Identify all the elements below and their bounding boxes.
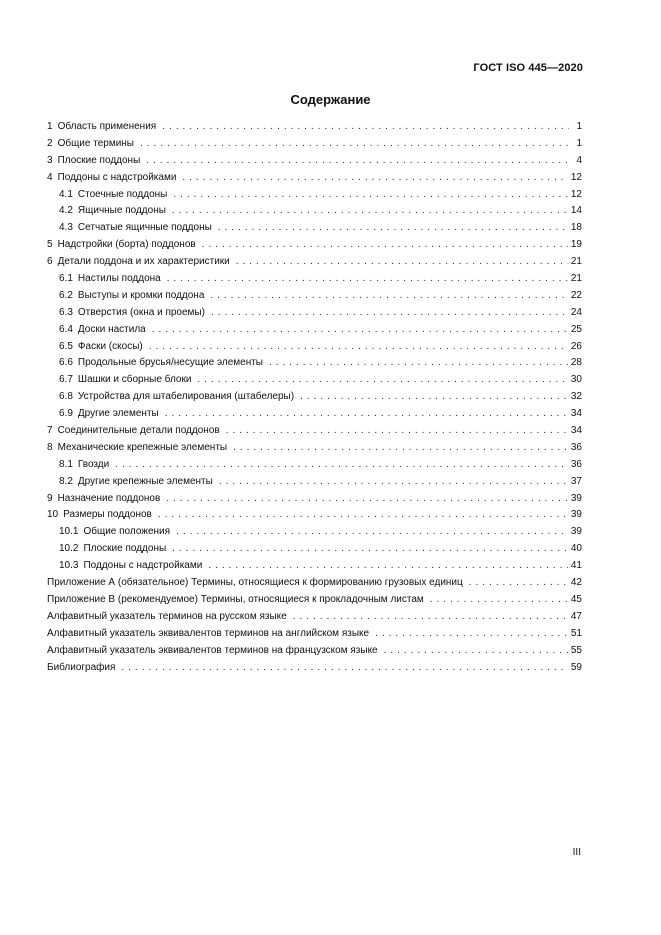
toc-entry-page: 32: [570, 391, 582, 403]
toc-entry[interactable]: [47, 119, 582, 136]
toc-entry-page: 4: [576, 154, 582, 166]
toc-entry[interactable]: [47, 626, 582, 643]
toc-entry[interactable]: [47, 406, 582, 423]
toc-entry-title: Ящичные поддоны: [77, 205, 166, 217]
toc-entry-number: 6.6: [59, 357, 73, 369]
toc-entry-page: 21: [570, 256, 582, 268]
toc-entry-number: 6.4: [59, 323, 73, 335]
toc-entry-page: 55: [570, 644, 582, 656]
toc-entry-number: 6.2: [59, 289, 73, 301]
toc-entry-number: 6.3: [59, 306, 73, 318]
toc-leader-dots: [211, 305, 568, 322]
toc-entry-page: 12: [570, 171, 582, 183]
toc-entry-number: 10.2: [59, 543, 79, 555]
toc-entry[interactable]: [47, 474, 582, 491]
toc-leader-dots: [218, 220, 568, 237]
toc-entry-title: Доски настила: [77, 323, 146, 335]
toc-entry-number: 1: [47, 121, 53, 132]
toc-entry[interactable]: [47, 609, 582, 626]
toc-entry-number: 6.7: [59, 374, 73, 386]
toc-entry-title: Размеры поддонов: [63, 509, 152, 521]
toc-entry-page: 47: [570, 610, 582, 622]
toc-entry[interactable]: [47, 507, 582, 524]
toc-leader-dots: [430, 592, 568, 609]
toc-entry-number: 6.9: [59, 408, 73, 420]
toc-entry[interactable]: [47, 305, 582, 322]
toc-entry[interactable]: [47, 491, 582, 508]
toc-entry[interactable]: [47, 457, 582, 474]
toc-entry-title: Алфавитный указатель терминов на русском языке: [47, 610, 287, 622]
toc-entry[interactable]: [47, 575, 582, 592]
toc-entry-number: 9: [47, 492, 53, 504]
toc-entry[interactable]: [47, 372, 582, 389]
toc-leader-dots: [469, 575, 568, 592]
toc-entry-number: 8.1: [59, 458, 73, 470]
toc-leader-dots: [210, 288, 567, 305]
toc-entry-title: Приложение В (рекомендуемое) Термины, относящиеся к прокладочным листам: [47, 593, 424, 605]
toc-entry-title: Фаски (скосы): [77, 340, 143, 352]
toc-entry[interactable]: [47, 558, 582, 575]
toc-entry-number: 10: [47, 509, 59, 521]
toc-leader-dots: [172, 541, 568, 558]
toc-entry-page: 37: [570, 475, 582, 487]
toc-entry-number: 4.3: [59, 222, 73, 234]
toc-entry[interactable]: [47, 220, 582, 237]
toc-entry-title: Надстройки (борта) поддонов: [57, 239, 196, 251]
toc-entry-number: 4.1: [59, 188, 73, 200]
toc-leader-dots: [197, 372, 567, 389]
toc-entry-page: 26: [570, 340, 582, 352]
toc-entry[interactable]: [47, 389, 582, 406]
toc-entry[interactable]: [47, 355, 582, 372]
toc-entry-page: 12: [570, 188, 582, 200]
toc-entry-page: 42: [570, 577, 582, 589]
toc-leader-dots: [173, 187, 568, 204]
toc-entry-title: Поддоны с надстройками: [83, 560, 203, 572]
toc-entry[interactable]: [47, 524, 582, 541]
toc-entry-page: 40: [570, 543, 582, 555]
toc-entry[interactable]: [47, 288, 582, 305]
toc-entry-number: 6.1: [59, 273, 73, 285]
toc-entry-title: Назначение поддонов: [57, 492, 161, 504]
toc-entry-title: Плоские поддоны: [83, 543, 167, 555]
toc-entry[interactable]: [47, 541, 582, 558]
toc-entry-title: Продольные брусья/несущие элементы: [77, 357, 263, 369]
toc-entry-page: 21: [570, 273, 582, 285]
toc-entry[interactable]: [47, 187, 582, 204]
toc-entry[interactable]: [47, 440, 582, 457]
toc-leader-dots: [167, 271, 568, 288]
toc-entry-number: 3: [47, 154, 53, 166]
toc-entry-number: 6: [47, 256, 53, 268]
toc-entry[interactable]: [47, 203, 582, 220]
toc-leader-dots: [165, 406, 568, 423]
toc-entry-page: 59: [570, 661, 582, 673]
toc-entry-title: Шашки и сборные блоки: [77, 374, 192, 386]
toc-entry-title: Алфавитный указатель эквивалентов терминов на английском языке: [47, 627, 370, 639]
toc-entry-number: 6.8: [59, 391, 73, 403]
toc-leader-dots: [384, 643, 568, 660]
toc-entry-page: 36: [570, 458, 582, 470]
toc-entry[interactable]: [47, 271, 582, 288]
toc-entry-page: 19: [570, 239, 582, 251]
page-number: III: [572, 847, 581, 858]
toc-entry[interactable]: [47, 136, 582, 153]
toc-entry-number: 10.3: [59, 560, 79, 572]
toc-entry[interactable]: [47, 423, 582, 440]
toc-leader-dots: [182, 170, 567, 187]
toc-entry-page: 51: [570, 627, 582, 639]
toc-entry-page: 1: [576, 121, 582, 132]
toc-entry[interactable]: [47, 254, 582, 271]
toc-entry[interactable]: [47, 170, 582, 187]
toc-leader-dots: [233, 440, 568, 457]
toc-entry[interactable]: [47, 153, 582, 170]
toc-entry[interactable]: [47, 237, 582, 254]
toc-leader-dots: [172, 203, 568, 220]
toc-entry-number: 10.1: [59, 526, 79, 538]
toc-entry-number: 5: [47, 239, 53, 251]
toc-entry-title: Плоские поддоны: [57, 154, 141, 166]
toc-entry-title: Гвозди: [77, 458, 110, 470]
toc-leader-dots: [375, 626, 568, 643]
toc-leader-dots: [269, 355, 568, 372]
toc-leader-dots: [140, 136, 569, 153]
toc-leader-dots: [115, 457, 568, 474]
toc-leader-dots: [236, 254, 568, 271]
toc-entry-title: Область применения: [57, 121, 157, 132]
toc-entry-page: 1: [576, 137, 582, 149]
toc-entry-number: 8.2: [59, 475, 73, 487]
toc-entry-page: 22: [570, 289, 582, 301]
toc-entry-number: 2: [47, 137, 53, 149]
toc-entry-page: 14: [570, 205, 582, 217]
toc-entry-title: Отверстия (окна и проемы): [77, 306, 205, 318]
toc-entry-number: 4.2: [59, 205, 73, 217]
toc-entry[interactable]: [47, 592, 582, 609]
toc-leader-dots: [226, 423, 568, 440]
toc-title: Содержание: [290, 92, 371, 107]
toc-leader-dots: [121, 660, 567, 677]
toc-entry-number: 7: [47, 425, 53, 437]
toc-entry-title: Другие элементы: [77, 408, 159, 420]
toc-entry-page: 36: [570, 441, 582, 453]
toc-entry-page: 24: [570, 306, 582, 318]
toc-entry-page: 39: [570, 492, 582, 504]
toc-entry-title: Поддоны с надстройками: [57, 171, 177, 183]
toc-entry[interactable]: [47, 643, 582, 660]
toc-entry-number: 8: [47, 441, 53, 453]
toc-entry-title: Стоечные поддоны: [77, 188, 168, 200]
toc-entry-title: Выступы и кромки поддона: [77, 289, 205, 301]
toc-leader-dots: [149, 339, 568, 356]
toc-leader-dots: [146, 153, 569, 170]
table-of-contents: [47, 119, 582, 676]
toc-entry[interactable]: [47, 322, 582, 339]
standard-code: ГОСТ ISO 445—2020: [473, 62, 583, 74]
toc-leader-dots: [158, 507, 568, 524]
toc-leader-dots: [202, 237, 568, 254]
toc-entry-page: 39: [570, 509, 582, 521]
toc-entry-page: 41: [570, 560, 582, 572]
toc-leader-dots: [293, 609, 568, 626]
toc-entry-page: 34: [570, 425, 582, 437]
toc-entry-title: Другие крепежные элементы: [77, 475, 213, 487]
toc-entry-title: Соединительные детали поддонов: [57, 425, 220, 437]
toc-leader-dots: [152, 322, 568, 339]
toc-entry-page: 18: [570, 222, 582, 234]
toc-leader-dots: [208, 558, 568, 575]
toc-entry-title: Сетчатые ящичные поддоны: [77, 222, 212, 234]
toc-entry-title: Приложение А (обязательное) Термины, относящиеся к формированию грузовых единиц: [47, 577, 463, 589]
toc-entry[interactable]: [47, 660, 582, 677]
toc-entry-page: 39: [570, 526, 582, 538]
toc-entry-title: Детали поддона и их характеристики: [57, 256, 230, 268]
toc-entry-title: Общие термины: [57, 137, 134, 149]
toc-entry-page: 25: [570, 323, 582, 335]
toc-leader-dots: [300, 389, 568, 406]
toc-entry-title: Механические крепежные элементы: [57, 441, 228, 453]
toc-entry-page: 30: [570, 374, 582, 386]
toc-entry-page: 28: [570, 357, 582, 369]
toc-entry-title: Библиография: [47, 661, 116, 673]
toc-entry-title: Алфавитный указатель эквивалентов терминов на французском языке: [47, 644, 378, 656]
toc-leader-dots: [162, 119, 569, 136]
toc-entry-title: Настилы поддона: [77, 273, 161, 285]
toc-entry-title: Общие положения: [83, 526, 171, 538]
toc-entry-number: 4: [47, 171, 53, 183]
toc-leader-dots: [166, 491, 568, 508]
toc-entry[interactable]: [47, 339, 582, 356]
toc-entry-title: Устройства для штабелирования (штабелеры): [77, 391, 295, 403]
toc-entry-page: 34: [570, 408, 582, 420]
toc-entry-number: 6.5: [59, 340, 73, 352]
toc-leader-dots: [176, 524, 568, 541]
toc-leader-dots: [219, 474, 568, 491]
toc-entry-page: 45: [570, 593, 582, 605]
